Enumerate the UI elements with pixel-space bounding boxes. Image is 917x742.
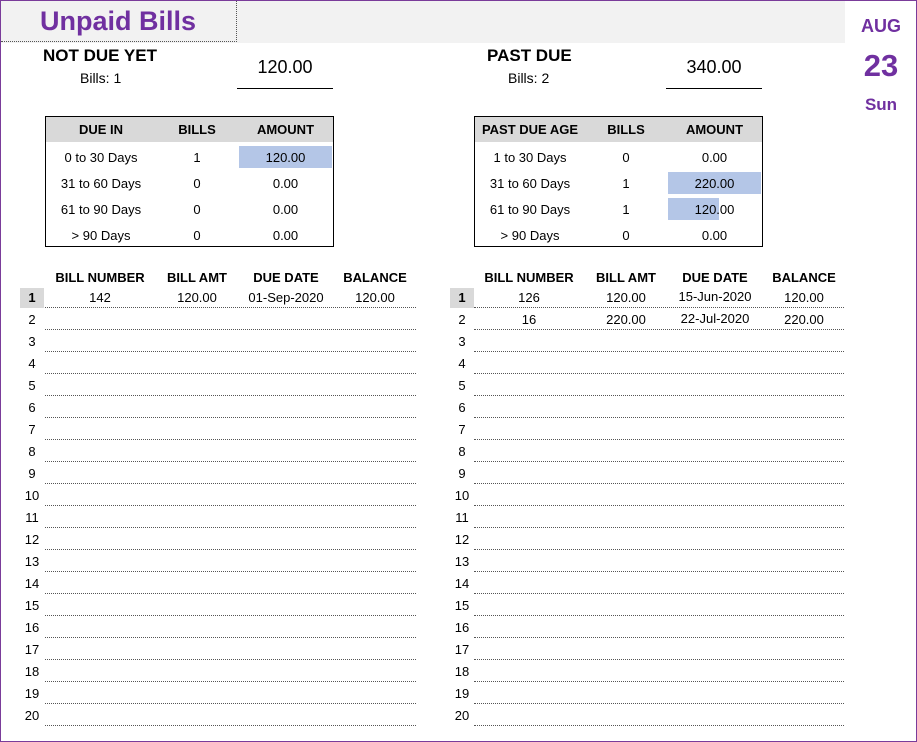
list-header-due-date: DUE DATE [253,270,319,285]
row-number[interactable]: 9 [28,466,36,481]
row-divider [45,571,416,572]
row-divider [474,615,844,616]
age-label: > 90 Days [71,228,131,243]
age-label: 0 to 30 Days [64,150,138,165]
list-header-bill-amt: BILL AMT [167,270,227,285]
row-number[interactable]: 14 [454,576,470,591]
row-number[interactable]: 8 [458,444,466,459]
row-number[interactable]: 9 [458,466,466,481]
header-amount: AMOUNT [256,122,315,137]
row-divider [474,549,844,550]
bill-number-cell[interactable]: 126 [518,290,540,305]
date-weekday: Sun [864,95,898,114]
row-number[interactable]: 1 [20,288,44,308]
date-day: 23 [863,48,899,83]
past-due-title: PAST DUE [487,46,572,65]
list-header-bill-number: BILL NUMBER [484,270,574,285]
row-divider [45,725,416,726]
age-bill-count: 1 [622,202,630,217]
row-divider [474,725,844,726]
row-number[interactable]: 2 [28,312,36,327]
age-amount: 220.00 [694,176,735,191]
age-amount: 0.00 [272,176,299,191]
row-number[interactable]: 7 [28,422,36,437]
row-number[interactable]: 4 [28,356,36,371]
row-divider [474,703,844,704]
age-label: 31 to 60 Days [60,176,142,191]
row-number[interactable]: 8 [28,444,36,459]
balance-cell[interactable]: 220.00 [784,312,824,327]
header-bills: BILLS [607,122,645,137]
age-amount: 0.00 [701,150,728,165]
age-row [46,196,333,222]
past-due-age-table [474,116,763,247]
age-amount: 0.00 [272,228,299,243]
age-bill-count: 1 [193,150,201,165]
row-divider [45,549,416,550]
page-title: Unpaid Bills [40,6,197,36]
row-divider [45,681,416,682]
list-header-due-date: DUE DATE [682,270,748,285]
row-number[interactable]: 3 [458,334,466,349]
age-amount: 120.00 [694,202,735,217]
header-past-due-age: PAST DUE AGE [481,122,579,137]
row-number[interactable]: 10 [454,488,470,503]
row-divider [45,417,416,418]
age-row [46,222,333,248]
row-divider [474,307,844,308]
due-date-cell[interactable]: 01-Sep-2020 [248,290,324,305]
age-amount: 0.00 [272,202,299,217]
row-number[interactable]: 7 [458,422,466,437]
row-divider [474,439,844,440]
row-number[interactable]: 3 [28,334,36,349]
bill-amount-cell[interactable]: 120.00 [177,290,217,305]
age-bill-count: 0 [193,202,201,217]
age-amount: 120.00 [265,150,306,165]
row-number[interactable]: 11 [25,510,39,525]
row-number[interactable]: 5 [458,378,466,393]
row-number[interactable]: 18 [24,664,40,679]
row-divider [45,659,416,660]
row-divider [45,395,416,396]
list-header-bill-number: BILL NUMBER [55,270,145,285]
row-number[interactable]: 12 [454,532,470,547]
row-divider [45,307,416,308]
row-number[interactable]: 20 [24,708,40,723]
row-divider [474,637,844,638]
age-amount: 0.00 [701,228,728,243]
row-divider [45,439,416,440]
row-number[interactable]: 17 [24,642,40,657]
row-divider [45,373,416,374]
age-label: 61 to 90 Days [489,202,571,217]
row-number[interactable]: 6 [28,400,36,415]
row-number[interactable]: 1 [450,288,474,308]
not-due-count: Bills: 1 [80,70,122,86]
age-bill-count: 0 [193,228,201,243]
row-number[interactable]: 11 [455,510,469,525]
row-divider [474,593,844,594]
age-bill-count: 0 [622,228,630,243]
row-number[interactable]: 16 [24,620,40,635]
row-divider [45,615,416,616]
not-due-total[interactable]: 120.00 [237,57,333,89]
past-due-age-table-header [475,117,762,142]
list-header-balance: BALANCE [343,270,407,285]
due-date-cell[interactable]: 22-Jul-2020 [680,311,750,326]
row-divider [474,505,844,506]
due-date-cell[interactable]: 15-Jun-2020 [678,289,752,304]
row-divider [474,351,844,352]
bill-number-cell[interactable]: 142 [89,290,111,305]
row-number[interactable]: 4 [458,356,466,371]
age-label: 1 to 30 Days [493,150,567,165]
row-divider [45,703,416,704]
age-bill-count: 1 [622,176,630,191]
row-number[interactable]: 15 [454,598,470,613]
bill-amount-cell[interactable]: 220.00 [606,312,646,327]
age-row [475,196,762,222]
row-divider [474,483,844,484]
balance-cell[interactable]: 120.00 [355,290,395,305]
row-divider [474,373,844,374]
row-number[interactable]: 13 [24,554,40,569]
header-due-in: DUE IN [78,122,124,137]
row-divider [45,483,416,484]
row-number[interactable]: 2 [458,312,466,327]
row-number[interactable]: 18 [454,664,470,679]
not-due-title: NOT DUE YET [43,46,157,65]
past-due-total[interactable]: 340.00 [666,57,762,89]
row-divider [45,637,416,638]
row-divider [474,417,844,418]
row-divider [474,681,844,682]
age-row [46,144,333,170]
date-month: AUG [861,16,901,36]
row-divider [45,527,416,528]
age-row [46,170,333,196]
bill-number-cell[interactable]: 16 [521,312,537,327]
row-number[interactable]: 6 [458,400,466,415]
row-divider [474,395,844,396]
age-row [475,144,762,170]
row-divider [474,527,844,528]
due-in-table [45,116,334,247]
row-number[interactable]: 17 [454,642,470,657]
row-divider [474,571,844,572]
age-bill-count: 0 [622,150,630,165]
row-number[interactable]: 5 [28,378,36,393]
header-amount: AMOUNT [685,122,744,137]
row-number[interactable]: 13 [454,554,470,569]
row-number[interactable]: 19 [454,686,470,701]
age-row [475,170,762,196]
age-label: 31 to 60 Days [489,176,571,191]
header-bills: BILLS [178,122,216,137]
balance-cell[interactable]: 120.00 [784,290,824,305]
row-number[interactable]: 10 [24,488,40,503]
age-bill-count: 0 [193,176,201,191]
row-divider [45,593,416,594]
row-divider [45,329,416,330]
age-label: > 90 Days [500,228,560,243]
row-divider [45,351,416,352]
row-number[interactable]: 12 [24,532,40,547]
row-number[interactable]: 19 [24,686,40,701]
due-in-table-header [46,117,333,142]
row-divider [474,659,844,660]
age-row [475,222,762,248]
row-number[interactable]: 15 [24,598,40,613]
row-divider [474,461,844,462]
row-divider [45,461,416,462]
list-header-balance: BALANCE [772,270,836,285]
row-number[interactable]: 14 [24,576,40,591]
age-label: 61 to 90 Days [60,202,142,217]
row-number[interactable]: 16 [454,620,470,635]
past-due-count: Bills: 2 [508,70,550,86]
bill-amount-cell[interactable]: 120.00 [606,290,646,305]
list-header-bill-amt: BILL AMT [596,270,656,285]
row-number[interactable]: 20 [454,708,470,723]
row-divider [474,329,844,330]
row-divider [45,505,416,506]
